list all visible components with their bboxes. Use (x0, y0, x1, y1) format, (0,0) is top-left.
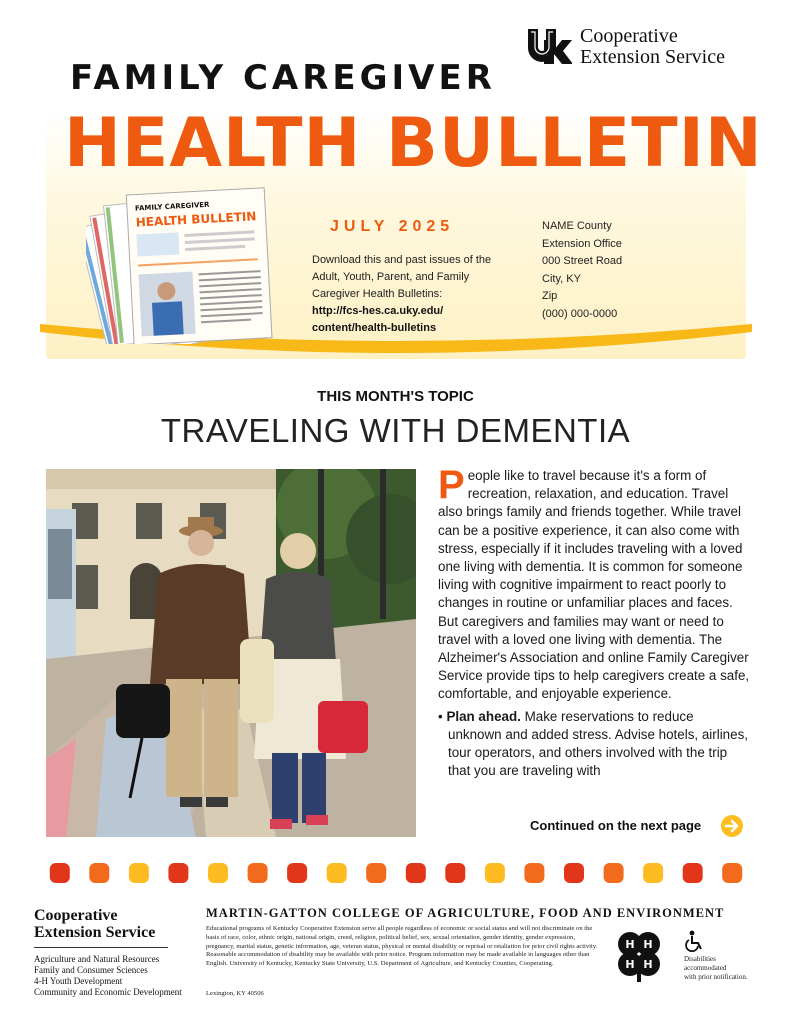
decorative-dot (564, 863, 584, 883)
county-city: City, KY (542, 272, 581, 285)
accessibility-note (684, 955, 748, 982)
legal-statement: Educational programs of Kentucky Cooperative Extension serve all people regardless of economic or social status and will not discriminate on the basis of race, color, ethnic origin, national origin, creed, religion, political belief, sex, sexual orientation, gender identity, gender expression, pregnancy, marital status, genetic information, age, veteran status, physical or mental disability or reprisal or retaliation for prior civil rights activity. Reasonable accommodation of disability may be available with prior notice. Program information may be made available in languages other than English. University of Kentucky, Kentucky State University, U.S. Department of Agriculture, and Kentucky Counties, Cooperating. (206, 925, 598, 968)
decorative-dots (40, 862, 752, 884)
bulletins-link-line1: http://fcs-hes.ca.uky.edu/ (312, 305, 444, 317)
decorative-dot (89, 863, 109, 883)
arrow-right-circle-icon[interactable] (720, 814, 744, 838)
footer-org-line1: Cooperative (34, 907, 118, 924)
topic-label: THIS MONTH'S TOPIC (317, 388, 474, 405)
decorative-dot (445, 863, 465, 883)
bulletin-thumbnail (86, 184, 286, 344)
county-phone: (000) 000-0000 (542, 307, 618, 320)
decorative-dot (366, 863, 386, 883)
bulletins-link[interactable] (312, 305, 443, 334)
county-office (542, 218, 622, 323)
bullet-marker: • (438, 708, 443, 724)
access-line1: Disabilities (684, 955, 716, 963)
unit-ced: Community and Economic Development (34, 987, 182, 997)
svg-text:H: H (643, 938, 653, 951)
unit-4h: 4-H Youth Development (34, 976, 123, 986)
uk-logo (526, 26, 572, 64)
decorative-dot (683, 863, 703, 883)
decorative-dot (129, 863, 149, 883)
drop-cap: P (438, 463, 465, 507)
decorative-dot (168, 863, 188, 883)
decorative-dot (485, 863, 505, 883)
footer-units (34, 954, 182, 998)
decorative-dot (208, 863, 228, 883)
decorative-dot (248, 863, 268, 883)
decorative-dot (327, 863, 347, 883)
county-office-label: Extension Office (542, 237, 622, 250)
article-photo (46, 469, 416, 837)
series-title: FAMILY CAREGIVER (70, 58, 496, 98)
4h-clover-icon (610, 926, 668, 984)
footer-org-name (34, 907, 155, 941)
county-name: NAME County (542, 220, 612, 232)
decorative-dot (722, 863, 742, 883)
unit-anr: Agriculture and Natural Resources (34, 954, 160, 964)
download-text: Download this and past issues of the Adult, Youth, Parent, and Family Caregiver Health Bulletins: (312, 254, 492, 300)
decorative-dot (524, 863, 544, 883)
footer-divider (34, 947, 168, 948)
svg-text:H: H (625, 958, 635, 971)
unit-fcs: Family and Consumer Sciences (34, 965, 148, 975)
download-info (312, 252, 512, 337)
tip-plan-ahead (438, 708, 750, 781)
county-street: 000 Street Road (542, 255, 623, 267)
org-name (580, 26, 725, 68)
org-name-line1: Cooperative (580, 25, 678, 47)
topic-title: TRAVELING WITH DEMENTIA (160, 412, 631, 449)
article-intro-text: eople like to travel because it's a form of recreation, relaxation, and education. Travel also brings family and friends together. While travel can be a positive experience, it can also come with stress, especially if it includes traveling with a loved one living with dementia. It is common for someone living with cognitive impairment to react poorly to changes in routine or unfamiliar places and faces. But caregivers and families may want or need to travel with a loved one living with dementia. The Alzheimer's Association and online Family Caregiver Service provide tips to help caregivers create a safe, comfortable, and enjoyable experience. (438, 468, 750, 702)
thumbnail-series: FAMILY CAREGIVER (134, 200, 210, 213)
article-body (438, 463, 750, 780)
access-line3: with prior notification. (684, 973, 748, 981)
org-name-line2: Extension Service (580, 46, 725, 68)
tip-title: Plan ahead. (446, 708, 521, 724)
wheelchair-icon (684, 930, 704, 952)
decorative-dot (287, 863, 307, 883)
decorative-dot (604, 863, 624, 883)
bulletins-link-line2: content/health-bulletins (312, 322, 437, 334)
tip-text: Make reservations to reduce unknown and added stress. Advise hotels, airlines, tour operators, and others involved with the trip that you are traveling with (448, 708, 748, 779)
article-intro (438, 463, 750, 704)
footer-location: Lexington, KY 40506 (206, 990, 264, 997)
access-line2: accommodated (684, 964, 727, 972)
svg-text:H: H (643, 958, 653, 971)
thumbnail-title: HEALTH BULLETIN (135, 209, 257, 230)
decorative-dot (50, 863, 70, 883)
bulletin-title: HEALTH BULLETIN (64, 104, 763, 183)
decorative-dot (643, 863, 663, 883)
county-zip: Zip (542, 290, 558, 302)
issue-date: JULY 2025 (330, 218, 455, 235)
college-name: MARTIN-GATTON COLLEGE OF AGRICULTURE, FOOD AND ENVIRONMENT (206, 906, 725, 920)
svg-text:H: H (625, 938, 635, 951)
footer-org-line2: Extension Service (34, 924, 156, 941)
decorative-dot (406, 863, 426, 883)
continued-label: Continued on the next page (530, 818, 702, 833)
